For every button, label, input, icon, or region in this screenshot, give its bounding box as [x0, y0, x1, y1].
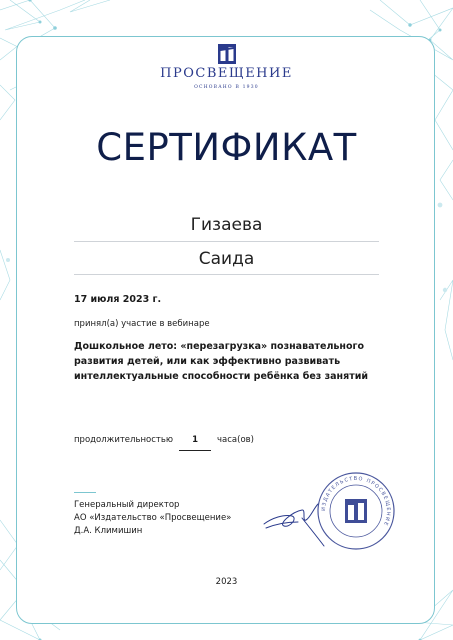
webinar-title: Дошкольное лето: «перезагрузка» познавательного развития детей, или как эффективно развивать интеллектуальные способности ребёнка без занятий: [74, 341, 369, 382]
duration-label: продолжительностью: [74, 435, 174, 445]
publisher-stamp: [316, 471, 396, 551]
signatory-organization: АО «Издательство «Просвещение»: [74, 513, 232, 523]
signature-accent-line: [74, 492, 96, 493]
event-date: 17 июля 2023 г.: [74, 294, 162, 305]
certificate-title: СЕРТИФИКАТ: [96, 126, 357, 169]
surname-divider: [74, 241, 379, 242]
footer-year: 2023: [215, 577, 238, 587]
stamp-text: ИЗДАТЕЛЬСТВО ПРОСВЕЩЕНИЕ: [320, 475, 392, 528]
signatory-name: Д.А. Климишин: [74, 526, 143, 536]
hours-unit: часа(ов): [217, 435, 254, 445]
duration-row: [74, 435, 254, 451]
recipient-surname: Гизаева: [190, 215, 263, 235]
brand-name: ПРОСВЕЩЕНИЕ: [160, 66, 293, 81]
prosveshchenie-logo-icon: [218, 44, 236, 64]
signatory-block: [74, 499, 231, 538]
publisher-logo: [150, 44, 303, 100]
participation-text: принял(а) участие в вебинаре: [74, 319, 210, 329]
brand-founded: ОСНОВАНО В 1930: [194, 85, 259, 90]
hours-value: 1: [179, 435, 211, 451]
recipient-first-name: Саида: [198, 249, 255, 269]
first-name-divider: [74, 274, 379, 275]
signatory-position: Генеральный директор: [74, 500, 180, 510]
